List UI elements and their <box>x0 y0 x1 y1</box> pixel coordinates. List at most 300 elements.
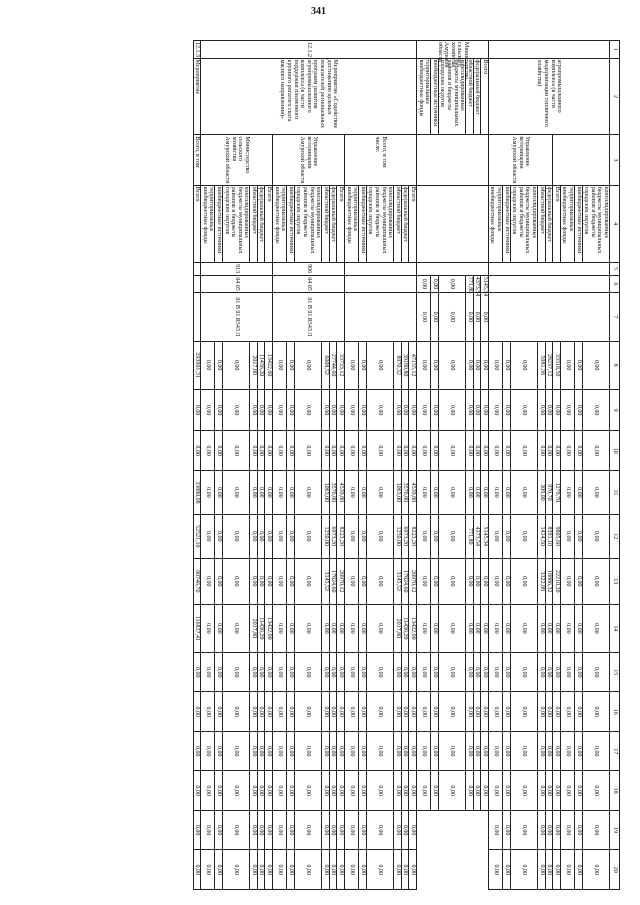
table-cell: 0,00 <box>222 389 249 431</box>
table-cell: 0,00 <box>257 850 265 890</box>
table-cell: консолидированные бюджеты муниципальных районов и бюджеты городских округов <box>582 185 609 262</box>
table-cell: 0,00 <box>250 850 258 890</box>
column-number-cell: 2 <box>610 58 620 135</box>
table-cell: 0,00 <box>273 389 287 431</box>
table-cell: территориальные внебюджетные фонды <box>488 185 502 262</box>
table-cell: 0,00 <box>538 389 546 431</box>
table-cell: 0,00 <box>553 731 561 770</box>
table-cell: 0,00 <box>265 652 273 691</box>
table-cell: 0,00 <box>322 771 330 810</box>
table-cell: 0,00 <box>473 558 481 604</box>
table-cell: 2017,80 <box>250 341 258 389</box>
table-cell: 0,00 <box>287 470 295 514</box>
table-cell <box>488 41 609 59</box>
table-cell: 0,00 <box>582 558 609 604</box>
table-cell: 0,00 <box>366 470 393 514</box>
table-cell: 0,00 <box>560 431 574 470</box>
table-cell: 0,00 <box>366 771 393 810</box>
table-cell: 0,00 <box>488 604 502 652</box>
table-cell: 1414,50 <box>538 514 546 558</box>
table-cell: 0,00 <box>294 341 321 389</box>
table-cell: Всего, в том числе: <box>345 135 417 185</box>
table-cell: 0,00 <box>416 389 430 431</box>
table-cell: 0,00 <box>510 850 537 890</box>
table-cell: 0,00 <box>265 692 273 731</box>
table-cell: 0,00 <box>438 431 465 470</box>
table-cell <box>416 185 488 262</box>
table-cell: 0,00 <box>488 692 502 731</box>
table-cell: 0,00 <box>250 558 258 604</box>
table-cell: 0,00 <box>431 692 439 731</box>
table-cell: 0,00 <box>265 431 273 470</box>
table-cell: 3576,80 <box>401 470 409 514</box>
table-cell: 0,00 <box>201 692 215 731</box>
table-cell: Министерство сельского хозяйства Амурской области <box>416 41 488 59</box>
table-cell: 0,00 <box>257 771 265 810</box>
table-cell: 33880,08 <box>193 470 201 514</box>
table-cell: 0,00 <box>337 431 345 470</box>
table-cell: 0,00 <box>466 431 474 470</box>
table-cell: 0,00 <box>575 850 583 890</box>
table-cell: 0,00 <box>329 652 337 691</box>
table-cell: 0,00 <box>575 558 583 604</box>
table-cell: 0,00 <box>582 431 609 470</box>
table-cell: 0,00 <box>273 604 287 652</box>
table-cell: 0,00 <box>473 652 481 691</box>
table-cell: 0,00 <box>345 850 359 890</box>
table-cell <box>193 275 201 293</box>
table-cell: 0,00 <box>553 652 561 691</box>
table-cell: 0,00 <box>416 470 430 514</box>
table-cell: 0,00 <box>359 431 367 470</box>
column-number-cell: 9 <box>610 389 620 431</box>
table-cell: 0,00 <box>409 731 417 770</box>
table-cell: 0,00 <box>560 470 574 514</box>
table-cell: 0,00 <box>287 850 295 890</box>
table-cell: 2017,80 <box>250 604 258 652</box>
table-cell: 913 <box>201 262 273 275</box>
table-cell: 0,00 <box>273 514 287 558</box>
table-cell: консолидированные бюджеты муниципальных районов и бюджеты городских округов <box>222 185 249 262</box>
column-number-cell: 10 <box>610 431 620 470</box>
table-cell: 04 05 <box>273 275 345 293</box>
table-cell: 0,00 <box>401 431 409 470</box>
table-cell: 0,00 <box>345 604 359 652</box>
table-cell: 0,00 <box>538 810 546 849</box>
table-cell: 0,00 <box>201 810 215 849</box>
table-row <box>337 41 345 890</box>
table-cell: 0,00 <box>503 431 511 470</box>
table-cell: 0,00 <box>337 810 345 849</box>
table-cell: 0,00 <box>575 604 583 652</box>
table-cell: 0,00 <box>215 431 223 470</box>
table-cell: 0,00 <box>431 771 439 810</box>
table-cell: 0,00 <box>294 731 321 770</box>
table-cell: 0,00 <box>553 431 561 470</box>
table-cell: 0,00 <box>401 389 409 431</box>
table-cell: 0,00 <box>337 771 345 810</box>
table-cell: 0,00 <box>481 389 489 431</box>
table-cell: 0,00 <box>473 470 481 514</box>
table-cell: Всего <box>265 185 273 262</box>
table-cell: 0,00 <box>466 341 474 389</box>
table-cell: 33318,50 <box>553 341 561 389</box>
table-cell: 0,00 <box>193 652 201 691</box>
table-cell: 0,00 <box>545 771 553 810</box>
table-cell: 0,00 <box>273 850 287 890</box>
table-cell: 0,00 <box>416 558 430 604</box>
table-cell: 0,00 <box>273 652 287 691</box>
table-cell: 0,00 <box>193 810 201 849</box>
table-cell: 0,00 <box>366 514 393 558</box>
table-cell: 0,00 <box>294 810 321 849</box>
table-cell: 0,00 <box>273 692 287 731</box>
table-cell: 0,00 <box>322 810 330 849</box>
table-cell: 0,00 <box>510 558 537 604</box>
table-cell: 12.1.3 <box>194 42 201 57</box>
table-cell: 0,00 <box>294 652 321 691</box>
table-cell: 0,00 <box>510 341 537 389</box>
table-cell: 0,00 <box>222 558 249 604</box>
table-cell: 0,00 <box>294 470 321 514</box>
table-cell: 0,00 <box>582 514 609 558</box>
table-cell: 0,00 <box>337 692 345 731</box>
table-cell: 0,00 <box>222 692 249 731</box>
table-cell: 0,00 <box>193 731 201 770</box>
table-cell: 0,00 <box>488 389 502 431</box>
table-cell: 0,00 <box>560 558 574 604</box>
table-cell: 20970,12 <box>337 558 345 604</box>
table-cell: 0,00 <box>401 850 409 890</box>
table-cell: 0,00 <box>488 850 502 890</box>
table-cell: 0,00 <box>201 604 215 652</box>
table-cell: 0,00 <box>538 731 546 770</box>
table-cell: 0,00 <box>481 558 489 604</box>
table-cell: 0,00 <box>409 771 417 810</box>
table-cell: областной бюджет <box>250 185 258 262</box>
table-cell: Всего, в том <box>193 135 201 185</box>
table-cell: 0,00 <box>488 731 502 770</box>
table-cell: 0,00 <box>538 604 546 652</box>
table-cell <box>345 293 417 341</box>
table-cell: 0,00 <box>545 731 553 770</box>
table-cell: 0,00 <box>510 652 537 691</box>
table-cell: 0,00 <box>416 293 430 341</box>
table-cell: 0,00 <box>394 389 402 431</box>
table-cell: 8223,20 <box>409 514 417 558</box>
table-cell: 771,80 <box>466 276 473 294</box>
table-cell: консолидированные бюджеты муниципальных районов и бюджеты городских округов <box>366 185 393 262</box>
table-cell: 0,00 <box>329 771 337 810</box>
table-cell: 0,00 <box>359 731 367 770</box>
table-cell: 0,00 <box>510 389 537 431</box>
table-cell: 0,00 <box>473 389 481 431</box>
table-cell: 0,00 <box>287 692 295 731</box>
table-cell: областной бюджет <box>394 185 402 262</box>
table-cell: 0,00 <box>409 652 417 691</box>
table-cell: 0,00 <box>488 341 502 389</box>
table-cell <box>416 135 488 185</box>
table-cell <box>553 135 610 185</box>
table-cell: 0,00 <box>359 558 367 604</box>
column-number-cell: 4 <box>610 185 620 262</box>
table-cell: 0,00 <box>222 771 249 810</box>
table-cell: 0,00 <box>287 604 295 652</box>
table-cell: 0,00 <box>257 652 265 691</box>
table-cell: 0,00 <box>438 341 465 389</box>
table-cell: 0,00 <box>510 810 537 849</box>
table-cell: 0,00 <box>394 731 402 770</box>
table-cell: 0,00 <box>265 810 273 849</box>
table-row <box>409 41 417 890</box>
table-cell: 0,00 <box>510 731 537 770</box>
table-cell: 0,00 <box>250 692 258 731</box>
table-cell: 0,00 <box>481 470 489 514</box>
table-cell: 0,00 <box>345 692 359 731</box>
table-cell: 0,00 <box>265 514 273 558</box>
table-cell: 52521,10 <box>193 514 201 558</box>
table-cell: 0,00 <box>201 389 215 431</box>
table-cell: 13422,00 <box>265 341 273 389</box>
table-cell: 0,00 <box>575 692 583 731</box>
table-cell: 0,00 <box>401 771 409 810</box>
table-cell: 4539,80 <box>409 470 417 514</box>
table-cell: 0,00 <box>345 771 359 810</box>
rotated-sheet <box>42 40 620 890</box>
table-cell: 39180,80 <box>401 341 409 389</box>
table-cell: 12.1.2 <box>201 41 417 59</box>
table-cell: 0,00 <box>575 431 583 470</box>
table-cell: 0,00 <box>250 389 258 431</box>
table-cell: 9805,60 <box>553 514 561 558</box>
table-cell: 0,00 <box>215 692 223 731</box>
table-cell: 0,00 <box>337 850 345 890</box>
table-cell: 0,00 <box>329 431 337 470</box>
table-cell: 0,00 <box>503 771 511 810</box>
table-cell: 0,00 <box>575 731 583 770</box>
table-cell: областной бюджет <box>466 58 474 135</box>
table-cell: 0,00 <box>215 652 223 691</box>
table-cell: 0,00 <box>394 810 402 849</box>
table-cell: 906 <box>273 262 345 275</box>
table-cell: 0,00 <box>431 431 439 470</box>
table-cell: 0,00 <box>215 389 223 431</box>
table-cell: 0,00 <box>538 692 546 731</box>
column-number-cell: 12 <box>610 514 620 558</box>
table-cell: 47155,12 <box>409 341 417 389</box>
table-cell: 0,00 <box>345 652 359 691</box>
table-cell: 1063,00 <box>322 470 330 514</box>
table-cell: 0,00 <box>366 731 393 770</box>
table-cell: 0,00 <box>473 731 481 770</box>
table-cell: 0,00 <box>359 604 367 652</box>
table-cell: 0,00 <box>329 692 337 731</box>
table-cell <box>345 275 417 293</box>
table-cell: 0,00 <box>394 771 402 810</box>
table-cell: 0,00 <box>466 558 474 604</box>
table-cell: консолидированные бюджеты муниципальных районов и бюджеты городских округов <box>510 185 537 262</box>
table-cell: 0,00 <box>359 810 367 849</box>
table-cell: 0,00 <box>222 470 249 514</box>
table-cell: 3576,80 <box>329 470 337 514</box>
table-cell: 0,00 <box>575 514 583 558</box>
table-cell: Управление ветеринарии Амурской области <box>488 135 552 185</box>
table-cell: 0,00 <box>438 692 465 731</box>
table-cell: 0,00 <box>215 771 223 810</box>
table-cell: 0,00 <box>401 692 409 731</box>
table-cell: 0,00 <box>345 470 359 514</box>
table-cell: 0,00 <box>416 692 430 731</box>
table-cell: 0,00 <box>481 431 489 470</box>
table-cell: 0,00 <box>409 692 417 731</box>
table-cell: 20970,12 <box>409 558 417 604</box>
table-cell: 0,00 <box>287 514 295 558</box>
table-cell: 0,00 <box>582 470 609 514</box>
table-cell: 0,00 <box>401 810 409 849</box>
table-cell: территориальные внебюджетные фонды <box>273 185 287 262</box>
table-cell: 0,00 <box>294 771 321 810</box>
table-cell: консолидированные бюджеты муниципальных районов и бюджеты городских округов <box>294 185 321 262</box>
table-cell: 0,00 <box>466 604 474 652</box>
column-number-cell: 19 <box>610 810 620 849</box>
table-cell: 0,00 <box>215 850 223 890</box>
table-cell <box>416 262 488 275</box>
table-cell: 0,00 <box>582 341 609 389</box>
table-cell: 6973,20 <box>401 514 409 558</box>
table-cell: 0,00 <box>582 731 609 770</box>
table-cell: 0,00 <box>560 810 574 849</box>
table-cell: Министерство сельского хозяйства Амурской области <box>201 135 273 185</box>
table-cell: 0,00 <box>416 731 430 770</box>
table-cell: 01 В 01 R543 Л <box>201 293 273 341</box>
table-cell: территориальные внебюджетные фонды <box>560 185 574 262</box>
table-cell: 11436,20 <box>401 604 409 652</box>
table-cell: 0,00 <box>438 275 465 293</box>
table-cell: 0,00 <box>481 341 489 389</box>
table-cell: Всего <box>193 185 201 262</box>
table-cell: 0,00 <box>366 558 393 604</box>
table-cell: 1250,00 <box>322 514 330 558</box>
table-cell: 0,00 <box>575 389 583 431</box>
table-cell: 0,00 <box>322 692 330 731</box>
table-cell: 0,00 <box>215 470 223 514</box>
table-cell: 0,00 <box>416 652 430 691</box>
table-cell: 0,00 <box>345 514 359 558</box>
table-cell: 0,00 <box>416 514 430 558</box>
table-cell: 0,00 <box>193 771 201 810</box>
table-cell: 0,00 <box>481 652 489 691</box>
table-cell: Всего <box>481 58 489 135</box>
table-cell: 0,00 <box>538 771 546 810</box>
table-cell: 0,00 <box>438 470 465 514</box>
table-cell: 5145,34 <box>481 514 489 558</box>
table-cell: 01 В 01 R543 Л <box>273 293 345 341</box>
table-cell: 0,00 <box>294 431 321 470</box>
table-cell: 0,00 <box>265 558 273 604</box>
table-cell: 0,00 <box>322 850 330 890</box>
table-cell: 0,00 <box>250 771 258 810</box>
table-cell: 0,00 <box>545 850 553 890</box>
table-cell: 0,00 <box>409 810 417 849</box>
table-cell: 0,00 <box>222 341 249 389</box>
table-cell: 0,00 <box>560 514 574 558</box>
table-cell: 0,00 <box>488 771 502 810</box>
table-cell: 0,00 <box>438 652 465 691</box>
table-cell: 0,00 <box>265 389 273 431</box>
table-cell: 0,00 <box>431 341 439 389</box>
table-cell: 0,00 <box>273 431 287 470</box>
table-cell: 0,00 <box>488 431 502 470</box>
table-cell: 0,00 <box>273 470 287 514</box>
table-cell: 0,00 <box>337 731 345 770</box>
table-cell: 0,00 <box>409 850 417 890</box>
table-cell: 0,00 <box>575 652 583 691</box>
table-cell: 0,00 <box>287 431 295 470</box>
table-cell: 18886,32 <box>545 558 553 604</box>
table-cell: 0,00 <box>215 731 223 770</box>
table-cell: 0,00 <box>193 850 201 890</box>
table-cell: 0,00 <box>287 341 295 389</box>
table-cell: 0,00 <box>438 771 465 810</box>
table-cell: 1279,70 <box>553 470 561 514</box>
table-cell: 0,00 <box>488 810 502 849</box>
table-cell: 0,00 <box>322 731 330 770</box>
table-cell: 0,00 <box>250 731 258 770</box>
table-cell: 11436,20 <box>257 341 265 389</box>
table-cell: 0,00 <box>345 389 359 431</box>
table-cell: 0,00 <box>481 604 489 652</box>
table-cell: 8223,20 <box>337 514 345 558</box>
table-cell: 0,00 <box>503 652 511 691</box>
table-row <box>193 41 201 890</box>
table-cell: внебюджетные источники <box>503 185 511 262</box>
table-cell: 17824,60 <box>401 558 409 604</box>
table-cell: 0,00 <box>337 389 345 431</box>
column-number-cell: 17 <box>610 731 620 770</box>
column-number-cell: 5 <box>610 262 620 275</box>
table-cell: 0,00 <box>503 731 511 770</box>
table-cell: 28237,12 <box>545 341 553 389</box>
table-cell: 33733,12 <box>337 341 345 389</box>
table-cell: 309,00 <box>538 470 546 514</box>
table-cell: 0,00 <box>222 604 249 652</box>
table-cell: 0,00 <box>294 514 321 558</box>
table-cell: 0,00 <box>438 604 465 652</box>
table-cell: 0,00 <box>366 341 393 389</box>
table-cell: 0,00 <box>503 850 511 890</box>
table-cell: 0,00 <box>329 731 337 770</box>
table-cell: территориальные внебюджетные фонды <box>201 185 215 262</box>
table-cell: 0,00 <box>582 652 609 691</box>
table-cell: 0,00 <box>222 731 249 770</box>
table-cell: Всего <box>337 185 345 262</box>
table-cell: 0,00 <box>466 731 474 770</box>
table-cell: 0,00 <box>488 514 502 558</box>
column-number-cell: 7 <box>610 293 620 341</box>
table-cell: 0,00 <box>545 692 553 731</box>
table-cell: 0,00 <box>553 850 561 890</box>
table-cell: 0,00 <box>473 771 481 810</box>
table-cell: 0,00 <box>510 431 537 470</box>
table-cell: 0,00 <box>503 470 511 514</box>
table-cell: 0,00 <box>222 431 249 470</box>
table-cell: 0,00 <box>222 652 249 691</box>
table-cell: 0,00 <box>538 431 546 470</box>
table-cell: 0,00 <box>257 431 265 470</box>
table-cell: 0,00 <box>481 293 489 341</box>
table-cell: 0,00 <box>394 652 402 691</box>
table-row <box>582 41 609 890</box>
